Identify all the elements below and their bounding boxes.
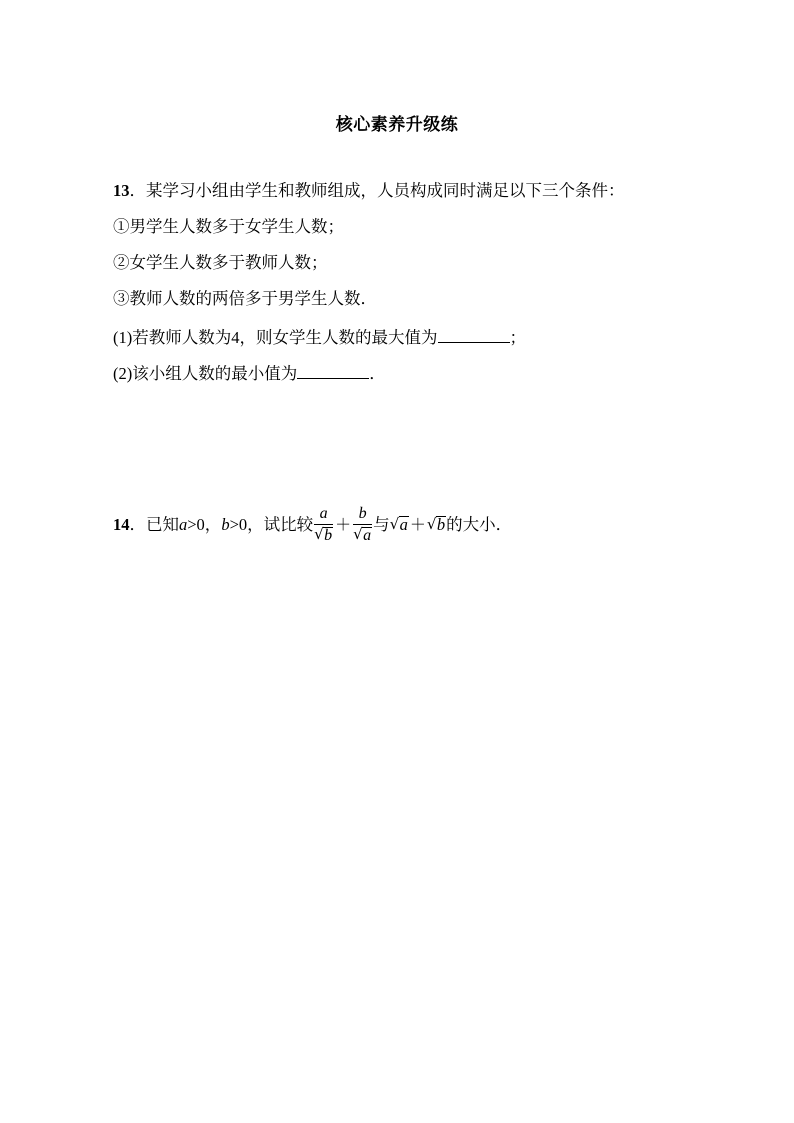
radical-sign-icon: √ (353, 525, 363, 543)
q14-var-b: b (221, 515, 230, 534)
q14-number: 14 (113, 515, 130, 534)
q14-text-end: 的大小． (446, 515, 513, 534)
q13-number: 13 (113, 181, 130, 200)
q14-fraction-2-numerator: b (353, 505, 372, 525)
q14-text-a: ．已知 (129, 515, 179, 534)
radical-sign-icon: √ (314, 525, 324, 543)
q14-stem (113, 505, 512, 545)
q14-fraction-2-denominator-sqrt (353, 526, 372, 544)
q14-sqrt-b (427, 505, 446, 545)
q13-part-2-answer-blank[interactable] (297, 362, 369, 379)
radical-sign-icon: √ (426, 515, 437, 533)
q13-condition-1: ①男学生人数多于女学生人数； (113, 217, 344, 236)
q13-part-2-label: (2) (113, 364, 133, 383)
q13-part-2-text: 该小组人数的最小值为 (132, 364, 298, 383)
q13-part-1-answer-blank[interactable] (438, 326, 510, 343)
q14-sqrt-b-radicand: b (436, 515, 446, 534)
q14-fraction-1-denominator-sqrt (314, 526, 333, 544)
q13-part-1-text-a: 若教师人数为 (132, 328, 232, 347)
q14-fraction-1-numerator: a (314, 505, 333, 525)
q14-plus-2: ＋ (409, 515, 426, 534)
q13-stem-text: ．某学习小组由学生和教师组成，人员构成同时满足以下三个条件： (129, 181, 625, 200)
q13-part-2 (113, 362, 386, 384)
q14-gt0-a: >0， (187, 515, 222, 534)
q13-condition-2: ②女学生人数多于教师人数； (113, 253, 328, 272)
q13-part-1-end: ； (509, 328, 526, 347)
q13-part-1-text-b: ，则女学生人数的最大值为 (239, 328, 438, 347)
q14-fraction-2 (353, 505, 372, 544)
q14-text-with: 与 (373, 515, 390, 534)
q13-part-1-label: (1) (113, 328, 133, 347)
q13-part-1-value: 4 (231, 328, 240, 347)
q14-fraction-1 (314, 505, 333, 544)
q14-fraction-2-denominator: a (363, 527, 372, 544)
q14-gt0-b: >0，试比较 (229, 515, 314, 534)
q14-sqrt-a-radicand: a (399, 515, 408, 534)
q14-plus-1: ＋ (335, 515, 352, 534)
q14-var-a: a (179, 515, 188, 534)
q14-fraction-1-denominator: b (324, 527, 333, 544)
radical-sign-icon: √ (389, 515, 400, 533)
section-title: 核心素养升级练 (335, 115, 459, 135)
q13-condition-3: ③教师人数的两倍多于男学生人数． (113, 289, 377, 308)
q14-sqrt-a (390, 505, 409, 545)
q13-part-2-end: ． (369, 364, 386, 383)
q13-part-1 (113, 326, 526, 348)
q13-stem (113, 181, 625, 201)
